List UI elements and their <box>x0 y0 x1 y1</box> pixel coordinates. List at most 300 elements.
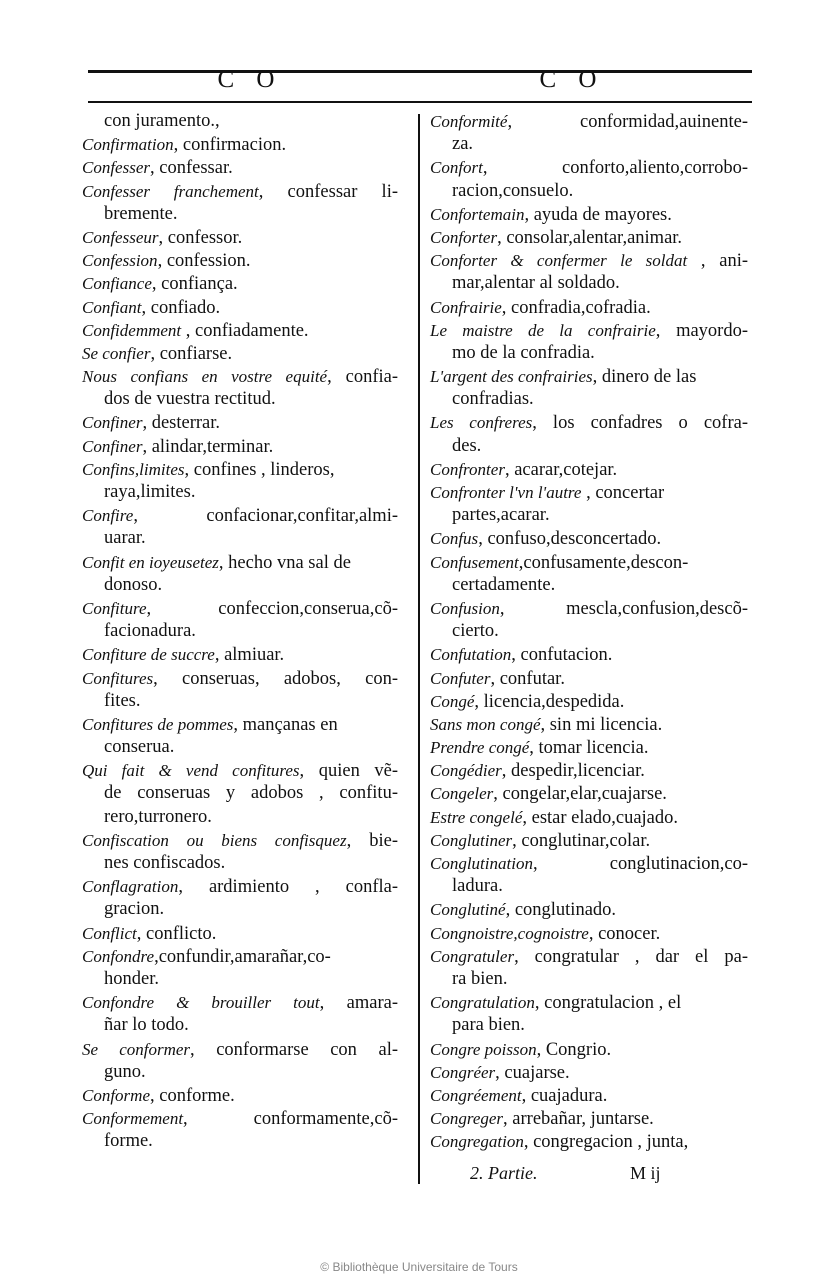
entry-line <box>430 898 748 921</box>
headword: Confit en ioyeusetez <box>82 552 219 572</box>
translation: , sin mi licencia. <box>540 714 663 735</box>
entry-line <box>430 1061 748 1084</box>
translation: cierto. <box>452 621 499 642</box>
dictionary-entry <box>430 296 748 319</box>
dictionary-entry <box>430 667 748 690</box>
headword: Les confreres <box>430 413 533 433</box>
dictionary-entry <box>430 991 748 1037</box>
headword: Congratulation <box>430 993 535 1013</box>
translation: , congratular , dar el pa- <box>514 946 748 967</box>
translation: guno. <box>104 1061 146 1082</box>
headword: Congratuler <box>430 946 515 966</box>
dictionary-entry <box>82 180 398 226</box>
entry-line <box>430 458 748 481</box>
translation: , confessor. <box>158 227 243 248</box>
headword: Confort <box>430 158 483 178</box>
entry-line <box>82 1107 398 1130</box>
dictionary-entry <box>430 226 748 249</box>
entry-line <box>82 133 398 156</box>
translation: , arrebañar, juntarse. <box>503 1109 654 1130</box>
dictionary-entry <box>430 411 748 457</box>
translation: , amara- <box>319 993 398 1014</box>
entry-line <box>430 156 748 179</box>
translation: , conocer. <box>588 923 661 944</box>
headword: Confirmation <box>82 135 174 155</box>
dictionary-entry <box>430 110 748 156</box>
headword: Conforter <box>430 227 498 247</box>
translation: , congregacion , junta, <box>523 1132 689 1153</box>
entry-continuation <box>82 388 398 411</box>
headword: L'argent des confrairies <box>430 367 593 387</box>
entry-continuation <box>82 1130 398 1153</box>
translation: , conflicto. <box>136 923 217 944</box>
translation: forme. <box>104 1131 153 1152</box>
dictionary-entry <box>82 458 398 504</box>
headword: Le maistre de la confrairie <box>430 320 656 340</box>
entry-line <box>82 759 398 782</box>
entry-continuation <box>82 1061 398 1084</box>
translation: bremente. <box>104 203 178 224</box>
translation: , conglutinacion,co- <box>532 854 748 874</box>
entry-line <box>82 226 398 249</box>
translation: ,confundir,amarañar,co- <box>154 946 331 967</box>
dictionary-entry <box>82 551 398 597</box>
translation: , confirmacion. <box>173 135 287 156</box>
entry-line <box>430 1084 748 1107</box>
running-head-right: C O <box>539 66 605 93</box>
headword: Confesser <box>82 158 150 178</box>
translation: certadamente. <box>452 574 556 595</box>
entry-continuation <box>430 388 748 411</box>
dictionary-entry <box>82 365 398 411</box>
translation: nes confiscados. <box>104 853 226 873</box>
headword: Congreger <box>430 1109 504 1129</box>
entry-line <box>430 527 748 550</box>
dictionary-entry <box>82 133 398 156</box>
headword: Congre poisson <box>430 1039 537 1059</box>
dictionary-entry <box>430 481 748 527</box>
dictionary-entry <box>82 296 398 319</box>
translation: uarar. <box>104 528 146 549</box>
translation: , acarar,cotejar. <box>504 459 618 480</box>
entry-continuation <box>82 203 398 226</box>
dictionary-entry <box>82 945 398 991</box>
translation: , almiuar. <box>214 645 285 666</box>
translation: ñar lo todo. <box>104 1015 189 1036</box>
dictionary-entry <box>430 458 748 481</box>
entry-line <box>430 203 748 226</box>
headword: Conformement <box>82 1109 184 1129</box>
dictionary-entry <box>430 922 748 945</box>
headword: Confiner <box>82 436 143 456</box>
dictionary-entry <box>430 319 748 365</box>
headword: Conformité <box>430 112 508 131</box>
dictionary-entry <box>430 852 748 898</box>
translation: , mançanas en <box>233 714 338 735</box>
translation: , cuajarse. <box>495 1062 570 1083</box>
dictionary-entry <box>430 759 748 782</box>
headword: Confins,limites <box>82 459 185 479</box>
translation: , confiança. <box>151 274 238 295</box>
translation: mo de la confradia. <box>452 342 595 363</box>
entry-continuation <box>430 574 748 597</box>
entry-line <box>430 736 748 759</box>
headword: Confusement <box>430 552 519 572</box>
headword: Estre congelé <box>430 807 523 827</box>
headword: Confondre <box>82 946 155 966</box>
headword: Confondre & brouiller tout <box>82 993 320 1013</box>
dictionary-entry <box>430 203 748 226</box>
right-column <box>430 110 748 1153</box>
dictionary-entry <box>430 713 748 736</box>
translation: raya,limites. <box>104 482 196 502</box>
entry-continuation <box>430 968 748 991</box>
entry-line <box>82 829 398 852</box>
entry-continuation <box>82 1014 398 1037</box>
header-rule-bottom <box>88 101 752 103</box>
translation: , conforto,aliento,corrobo- <box>482 158 748 179</box>
entry-line <box>430 1107 748 1130</box>
dictionary-entry <box>82 504 398 550</box>
dictionary-entry <box>430 643 748 666</box>
dictionary-entry <box>82 829 398 875</box>
dictionary-entry <box>430 1107 748 1130</box>
entry-line <box>430 922 748 945</box>
headword: Congregation <box>430 1132 524 1152</box>
entry-line <box>430 806 748 829</box>
headword: Congréer <box>430 1062 496 1082</box>
dictionary-entry <box>430 249 748 295</box>
dictionary-entry <box>82 875 398 921</box>
translation: , conglutinar,colar. <box>512 830 651 851</box>
dictionary-entry <box>82 759 398 829</box>
translation: , bie- <box>346 830 398 851</box>
translation: mar,alentar al soldado. <box>452 273 620 294</box>
dictionary-entry <box>430 945 748 991</box>
headword: Conglutiner <box>430 830 513 850</box>
translation: , congratulacion , el <box>534 993 682 1014</box>
headword: Conflict <box>82 923 137 943</box>
entry-line <box>430 667 748 690</box>
translation: donoso. <box>104 574 163 595</box>
entry-continuation <box>430 272 748 295</box>
entry-line <box>430 759 748 782</box>
translation: ladura. <box>452 876 503 897</box>
translation: , confession. <box>157 251 251 272</box>
entry-line <box>82 411 398 434</box>
entry-line <box>82 435 398 458</box>
column-divider <box>418 114 420 1184</box>
entry-line <box>82 319 398 342</box>
entry-continuation <box>82 898 398 921</box>
dictionary-entry <box>82 226 398 249</box>
translation: , conglutinado. <box>505 900 617 921</box>
signature-mark: M ij <box>630 1163 661 1183</box>
translation: , ardimiento , confla- <box>178 877 398 898</box>
translation: con juramento., <box>104 111 220 131</box>
dictionary-entry <box>82 249 398 272</box>
translation: , confia- <box>327 367 399 388</box>
translation: , hecho vna sal de <box>218 552 351 573</box>
entry-line <box>430 945 748 968</box>
translation: rero,turronero. <box>104 806 212 827</box>
dictionary-entry <box>82 110 398 133</box>
entry-line <box>82 365 398 388</box>
dictionary-entry <box>430 736 748 759</box>
entry-line <box>82 875 398 898</box>
entry-line <box>82 643 398 666</box>
headword: Se conformer <box>82 1039 191 1059</box>
headword: Congréement <box>430 1085 522 1105</box>
dictionary-entry <box>82 713 398 759</box>
entry-line <box>430 1038 748 1061</box>
translation: , ani- <box>687 251 748 272</box>
translation: , cuajadura. <box>521 1085 608 1106</box>
translation: , confeccion,conserua,cõ- <box>146 598 398 619</box>
entry-continuation <box>82 852 398 875</box>
entry-line <box>430 481 748 504</box>
entry-line <box>82 922 398 945</box>
entry-continuation <box>82 736 398 759</box>
dictionary-entry <box>430 1061 748 1084</box>
entry-line <box>82 945 398 968</box>
entry-line <box>430 1130 748 1153</box>
dictionary-entry <box>430 1084 748 1107</box>
dictionary-entry <box>82 1107 398 1153</box>
translation: fites. <box>104 690 141 711</box>
entry-line <box>430 852 748 875</box>
translation: , conformamente,cõ- <box>183 1109 398 1130</box>
translation: , mescla,confusion,descõ- <box>499 598 748 619</box>
entry-line <box>82 296 398 319</box>
translation: , consolar,alentar,animar. <box>497 227 683 248</box>
entry-line <box>430 249 748 272</box>
dictionary-entry <box>82 156 398 179</box>
headword: Confutation <box>430 645 512 665</box>
entry-continuation <box>430 133 748 156</box>
headword: Congédier <box>430 761 502 781</box>
headword: Confesser franchement <box>82 181 259 201</box>
translation: , confiado. <box>141 297 221 318</box>
headword: Conglutination <box>430 854 533 873</box>
dictionary-entry <box>82 922 398 945</box>
dictionary-entry <box>430 782 748 805</box>
entry-line <box>430 782 748 805</box>
entry-continuation <box>430 1014 748 1037</box>
translation: , confines , linderos, <box>184 459 335 480</box>
headword: Congnoistre,cognoistre <box>430 923 589 943</box>
headword: Confiture de succre <box>82 645 215 665</box>
entry-line <box>82 597 398 620</box>
headword: Confiner <box>82 413 143 433</box>
entry-line <box>430 690 748 713</box>
headword: Congeler <box>430 784 494 804</box>
entry-line <box>82 342 398 365</box>
headword: Confiant <box>82 297 142 317</box>
headword: Sans mon congé <box>430 714 541 734</box>
headword: Conflagration <box>82 877 179 897</box>
dictionary-entry <box>430 551 748 597</box>
translation: , confiarse. <box>150 343 233 364</box>
entry-line <box>82 249 398 272</box>
headword: Confitures de pommes <box>82 714 234 734</box>
translation: , concertar <box>581 483 665 503</box>
entry-continuation <box>82 620 398 643</box>
entry-line <box>430 829 748 852</box>
headword: Se confier <box>82 343 151 363</box>
entry-line <box>430 226 748 249</box>
headword: Prendre congé <box>430 738 530 758</box>
entry-line <box>430 110 748 133</box>
translation: , confuso,desconcertado. <box>478 529 662 550</box>
dictionary-entry <box>430 806 748 829</box>
signature: 2. Partie. <box>470 1163 538 1183</box>
translation: partes,acarar. <box>452 505 550 526</box>
entry-continuation <box>430 435 748 458</box>
dictionary-entry <box>430 1130 748 1153</box>
dictionary-entry <box>430 365 748 411</box>
dictionary-entry <box>82 667 398 713</box>
entry-continuation <box>82 690 398 713</box>
entry-line <box>430 643 748 666</box>
entry-line <box>82 458 398 481</box>
headword: Nous confians en vostre equité <box>82 367 328 387</box>
entry-line <box>430 551 748 574</box>
entry-line <box>430 411 748 434</box>
headword: Confortemain <box>430 204 525 224</box>
headword: Confiance <box>82 274 152 294</box>
translation: para bien. <box>452 1015 525 1036</box>
translation: ra bien. <box>452 968 508 989</box>
translation: , confutar. <box>490 668 565 689</box>
translation: , conformarse con al- <box>190 1039 398 1060</box>
entry-line <box>82 991 398 1014</box>
translation: dos de vuestra rectitud. <box>104 389 276 410</box>
entry-line <box>430 319 748 342</box>
headword: Confire <box>82 506 134 526</box>
entry-continuation <box>82 782 398 805</box>
translation: ,confusamente,descon- <box>518 552 689 573</box>
entry-line <box>82 156 398 179</box>
headword: Confession <box>82 251 158 271</box>
translation: , conforme. <box>150 1085 235 1106</box>
translation: gracion. <box>104 899 165 920</box>
dictionary-entry <box>82 435 398 458</box>
dictionary-entry <box>82 272 398 295</box>
dictionary-entry <box>82 319 398 342</box>
library-credit: © Bibliothèque Universitaire de Tours <box>320 1260 518 1274</box>
entry-continuation <box>430 342 748 365</box>
entry-line <box>430 365 748 388</box>
dictionary-entry <box>82 597 398 643</box>
headword: Confronter l'vn l'autre <box>430 483 582 502</box>
translation: facionadura. <box>104 621 196 642</box>
entry-continuation <box>430 180 748 203</box>
entry-continuation <box>82 574 398 597</box>
translation: , licencia,despedida. <box>474 691 625 712</box>
headword: Conforter & confermer le soldat <box>430 251 688 271</box>
dictionary-entry <box>430 829 748 852</box>
entry-line <box>82 667 398 690</box>
dictionary-entry <box>82 643 398 666</box>
headword: Congé <box>430 691 475 711</box>
entry-line <box>82 1084 398 1107</box>
headword: Confrairie <box>430 297 502 317</box>
dictionary-entry <box>430 898 748 921</box>
translation: , desterrar. <box>142 413 221 434</box>
entry-line <box>82 110 398 133</box>
translation: honder. <box>104 968 159 989</box>
translation: , estar elado,cuajado. <box>522 807 679 828</box>
entry-continuation <box>430 875 748 898</box>
translation: , confiadamente. <box>181 320 309 341</box>
left-column <box>82 110 398 1153</box>
entry-continuation <box>82 527 398 550</box>
translation: , congelar,elar,cuajarse. <box>493 784 667 805</box>
entry-continuation <box>430 620 748 643</box>
entry-line <box>82 180 398 203</box>
headword: Confitures <box>82 668 154 688</box>
entry-continuation <box>82 968 398 991</box>
dictionary-entry <box>82 991 398 1037</box>
headword: Confusion <box>430 598 500 618</box>
translation: za. <box>452 134 474 155</box>
translation: des. <box>452 435 482 456</box>
headword: Qui fait & vend confitures <box>82 761 300 781</box>
translation: , quien vẽ- <box>299 761 398 782</box>
translation: , tomar licencia. <box>529 738 649 759</box>
dictionary-entry <box>430 597 748 643</box>
entry-continuation <box>82 481 398 504</box>
dictionary-entry <box>82 342 398 365</box>
translation: , despedir,licenciar. <box>501 761 645 782</box>
entry-line <box>82 504 398 527</box>
headword: Conforme <box>82 1085 150 1105</box>
headword: Confiture <box>82 598 147 618</box>
entry-line <box>430 597 748 620</box>
running-head-left: C O <box>217 66 283 93</box>
headword: Confiscation ou biens confisquez <box>82 830 347 850</box>
dictionary-entry <box>82 1084 398 1107</box>
translation: , ayuda de mayores. <box>524 204 672 225</box>
entry-line <box>82 272 398 295</box>
translation: racion,consuelo. <box>452 180 574 201</box>
headword: Confidemment <box>82 320 182 340</box>
translation: , los confadres o cofra- <box>532 413 748 434</box>
dictionary-entry <box>82 411 398 434</box>
translation: confradias. <box>452 389 534 410</box>
translation: conserua. <box>104 737 175 758</box>
translation: , conseruas, adobos, con- <box>153 668 398 689</box>
entry-line <box>82 551 398 574</box>
translation: , conformidad,auinente- <box>507 112 748 132</box>
headword: Confus <box>430 529 479 549</box>
translation: , Congrio. <box>536 1039 612 1060</box>
headword: Confronter <box>430 459 505 479</box>
translation: , mayordo- <box>655 320 748 341</box>
entry-line <box>430 713 748 736</box>
entry-line <box>430 296 748 319</box>
translation: , confutacion. <box>511 645 613 666</box>
translation: , dinero de las <box>592 367 697 388</box>
translation: , alindar,terminar. <box>142 436 274 457</box>
translation: , confacionar,confitar,almi- <box>133 506 398 527</box>
entry-line <box>82 713 398 736</box>
entry-line <box>82 1038 398 1061</box>
translation: de conseruas y adobos , confitu- <box>104 783 398 804</box>
headword: Confuter <box>430 668 491 688</box>
dictionary-entry <box>430 527 748 550</box>
